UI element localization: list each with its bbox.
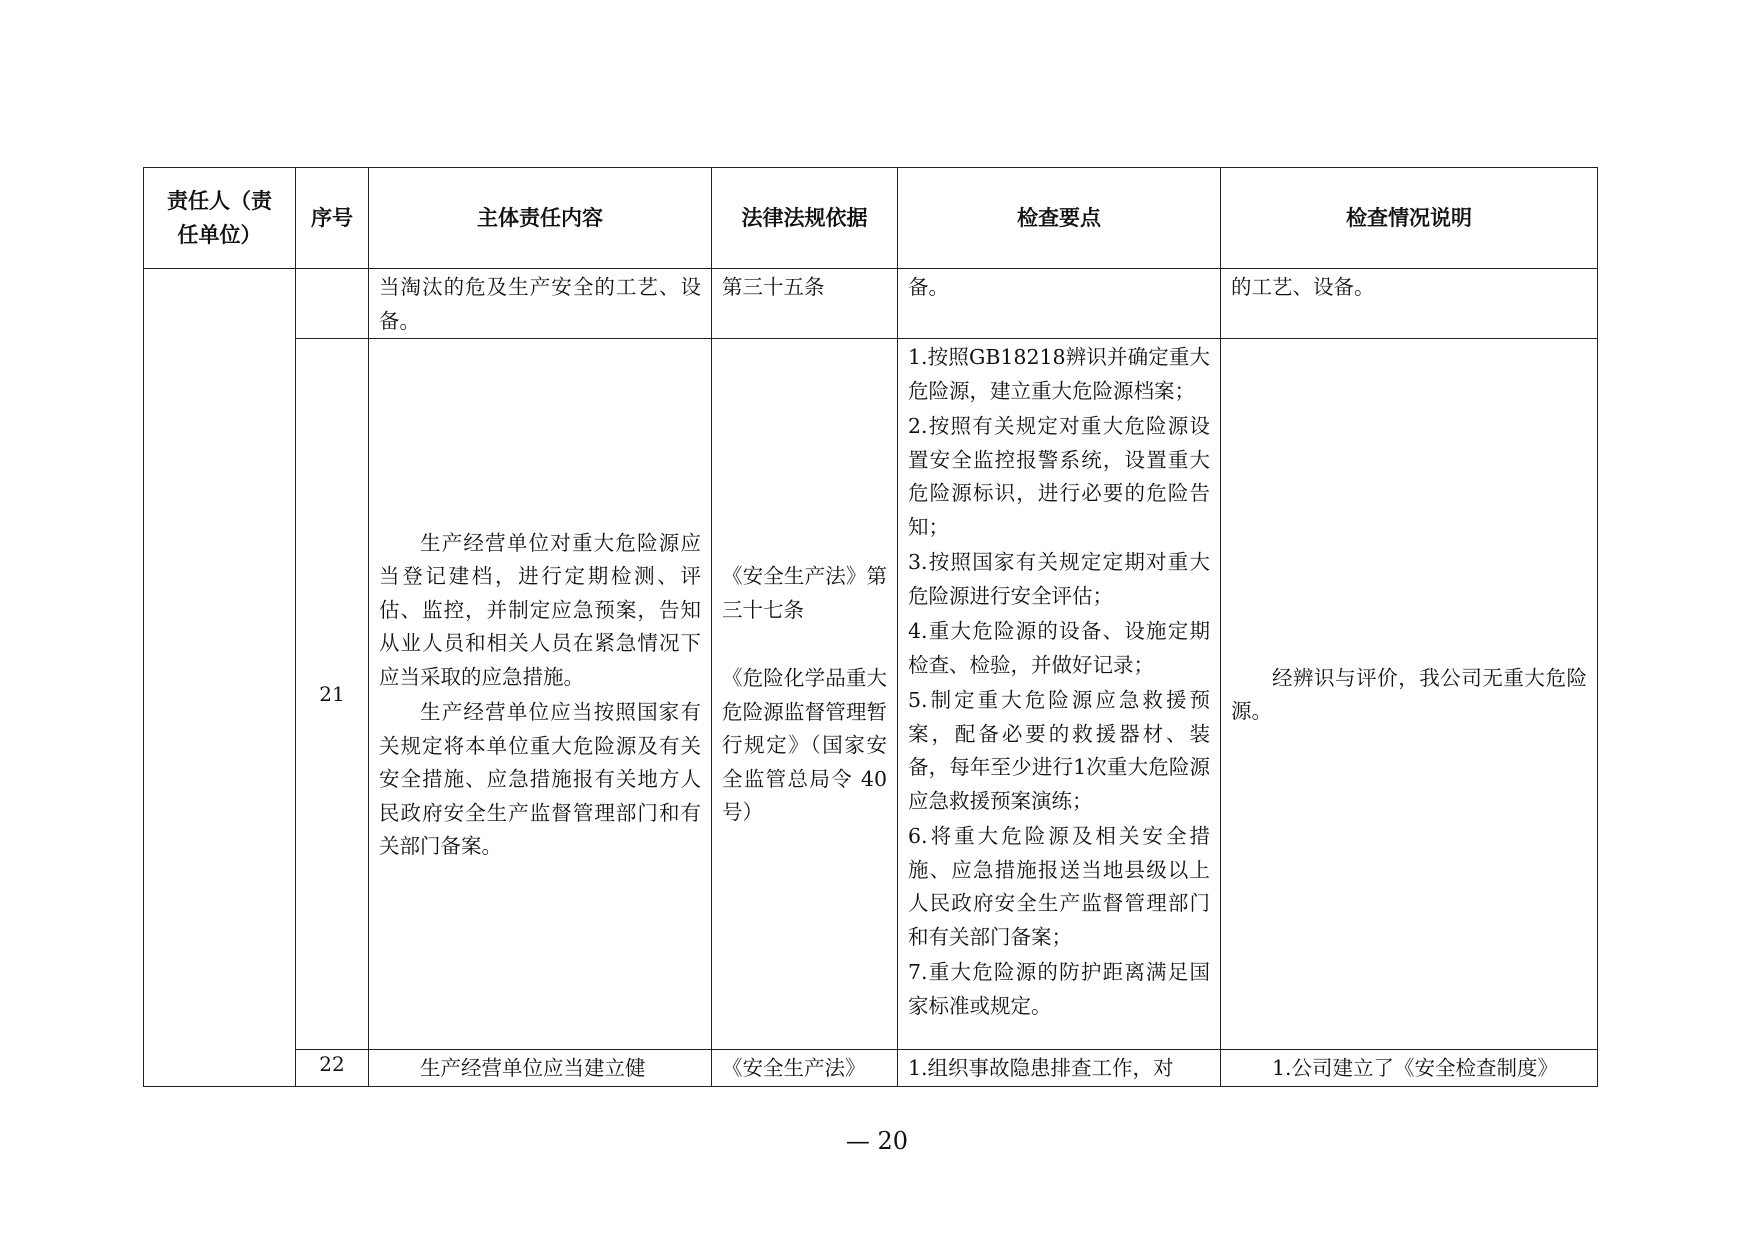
law-text: 《安全生产法》第三十七条 <box>722 564 887 622</box>
points-item: 1.按照GB18218辨识并确定重大危险源，建立重大危险源档案； <box>908 345 1210 403</box>
header-law: 法律法规依据 <box>712 168 898 269</box>
content-paragraph: 生产经营单位对重大危险源应当登记建档，进行定期检测、评估、监控，并制定应急预案，告知从业人员和相关人员在紧急情况下应当采取的应急措施。 <box>379 530 701 689</box>
points-text: 1.组织事故隐患排查工作，对 <box>908 1056 1174 1080</box>
law-text: 《安全生产法》 <box>722 1056 866 1080</box>
points-text: 备。 <box>908 275 949 299</box>
content-text: 生产经营单位应当建立健 <box>420 1056 646 1080</box>
header-responsible: 责任人（责任单位） <box>144 168 296 269</box>
points-item: 2.按照有关规定对重大危险源设置安全监控报警系统，设置重大危险源标识，进行必要的危险告知； <box>908 414 1210 539</box>
notes-cell <box>1221 1050 1598 1087</box>
table-row <box>144 1050 1598 1087</box>
points-cell <box>898 269 1221 339</box>
points-cell <box>898 339 1221 1050</box>
notes-cell <box>1221 339 1598 1050</box>
content-text: 当淘汰的危及生产安全的工艺、设备。 <box>379 275 701 333</box>
seq-cell: 21 <box>296 339 369 1050</box>
content-cell <box>369 269 712 339</box>
content-cell <box>369 1050 712 1087</box>
notes-text: 的工艺、设备。 <box>1231 275 1375 299</box>
header-content: 主体责任内容 <box>369 168 712 269</box>
table-row <box>144 269 1598 339</box>
points-item: 6.将重大危险源及相关安全措施、应急措施报送当地县级以上人民政府安全生产监督管理部门和有关部门备案； <box>908 824 1210 949</box>
content-cell <box>369 339 712 1050</box>
seq-cell: 22 <box>296 1050 369 1087</box>
responsible-cell <box>144 269 296 1087</box>
points-item: 4.重大危险源的设备、设施定期检查、检验，并做好记录； <box>908 619 1210 677</box>
law-text: 《危险化学品重大危险源监督管理暂行规定》（国家安全监管总局令 40号） <box>722 666 887 825</box>
notes-text: 经辨识与评价，我公司无重大危险源。 <box>1231 665 1587 723</box>
law-text: 第三十五条 <box>722 275 825 299</box>
header-seq: 序号 <box>296 168 369 269</box>
seq-cell <box>296 269 369 339</box>
points-item: 5.制定重大危险源应急救援预案，配备必要的救援器材、装备，每年至少进行1次重大危险源应急救援预案演练； <box>908 688 1210 813</box>
law-cell <box>712 269 898 339</box>
page-number: — 20 <box>845 1127 909 1155</box>
content-paragraph: 生产经营单位应当按照国家有关规定将本单位重大危险源及有关安全措施、应急措施报有关地方人民政府安全生产监督管理部门和有关部门备案。 <box>379 700 701 858</box>
table-header-row <box>144 168 1598 269</box>
points-cell <box>898 1050 1221 1087</box>
notes-text: 1.公司建立了《安全检查制度》 <box>1272 1056 1559 1080</box>
points-item: 7.重大危险源的防护距离满足国家标准或规定。 <box>908 960 1210 1018</box>
law-cell <box>712 339 898 1050</box>
header-points: 检查要点 <box>898 168 1221 269</box>
law-cell <box>712 1050 898 1087</box>
responsibility-table <box>143 167 1598 1087</box>
notes-cell <box>1221 269 1598 339</box>
points-item: 3.按照国家有关规定定期对重大危险源进行安全评估； <box>908 550 1210 608</box>
header-notes: 检查情况说明 <box>1221 168 1598 269</box>
table-row <box>144 339 1598 1050</box>
